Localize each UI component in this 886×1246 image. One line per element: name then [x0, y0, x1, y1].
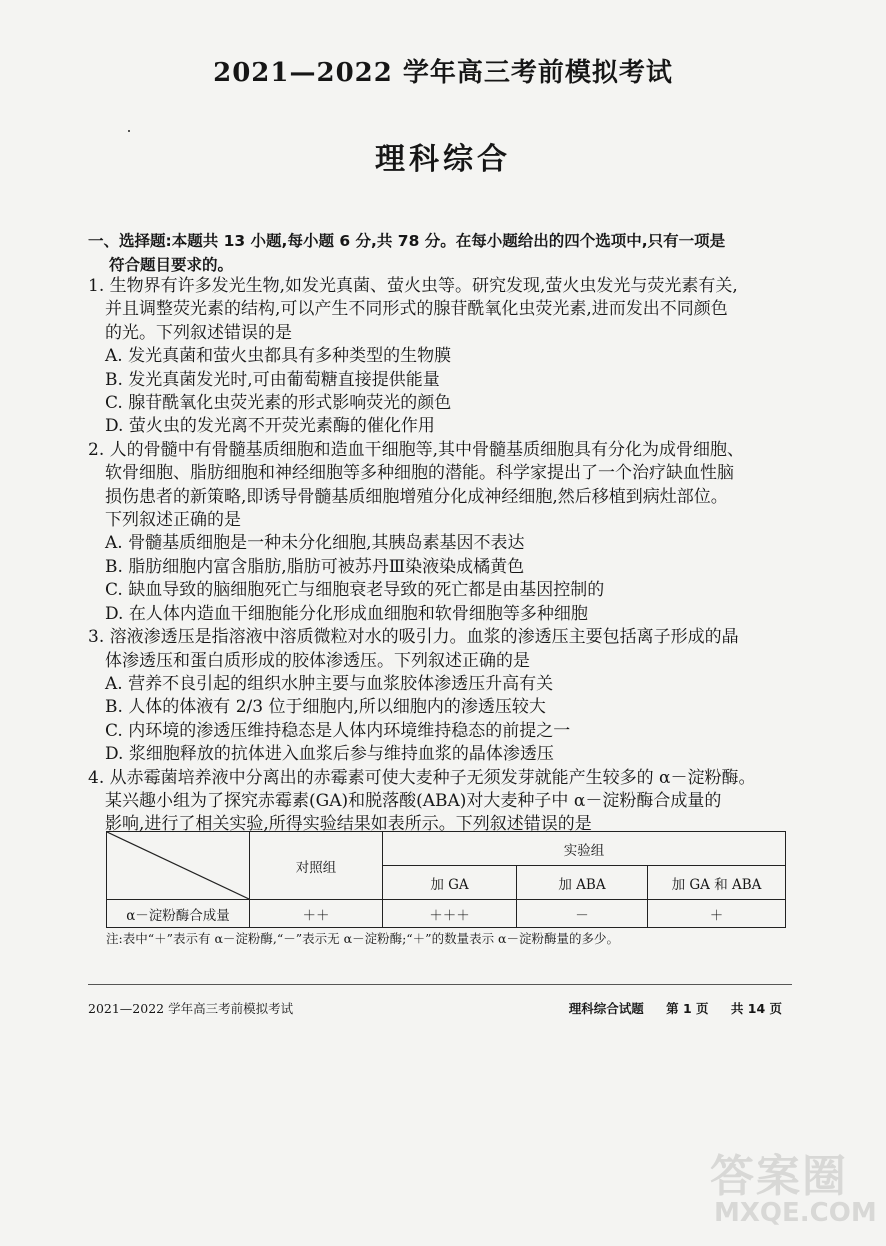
- option-d: D. 浆细胞释放的抗体进入血浆后参与维持血浆的晶体渗透压: [105, 744, 554, 765]
- stem-line: 2. 人的骨髓中有骨髓基质细胞和造血干细胞等,其中骨髓基质细胞具有分化为成骨细胞、: [88, 439, 745, 460]
- stem-line: 某兴趣小组为了探究赤霉素(GA)和脱落酸(ABA)对大麦种子中 α－淀粉酶合成量的: [105, 790, 722, 811]
- option-b: B. 脂肪细胞内富含脂肪,脂肪可被苏丹Ⅲ染液染成橘黄色: [105, 556, 525, 577]
- stem-line: 损伤患者的新策略,即诱导骨髓基质细胞增殖分化成神经细胞,然后移植到病灶部位。: [105, 486, 728, 507]
- option-c: C. 内环境的渗透压维持稳态是人体内环境维持稳态的前提之一: [105, 720, 571, 741]
- question-stem: [88, 626, 794, 673]
- footer-page-number: 第 1 页: [666, 1001, 709, 1016]
- option-c: C. 腺苷酰氧化虫荧光素的形式影响荧光的颜色: [105, 393, 452, 414]
- watermark-text: 答案圈: [710, 1151, 848, 1202]
- col-header-aba: 加 ABA: [517, 866, 648, 900]
- control-group-header: 对照组: [250, 832, 383, 900]
- question-list: [88, 275, 794, 837]
- subject-title: 理科综合: [375, 142, 511, 177]
- stem-line: 的光。下列叙述错误的是: [105, 322, 292, 343]
- option-b: B. 人体的体液有 2/3 位于细胞内,所以细胞内的渗透压较大: [105, 697, 546, 718]
- option-b: B. 发光真菌发光时,可由葡萄糖直接提供能量: [105, 369, 440, 390]
- stem-line: 体渗透压和蛋白质形成的胶体渗透压。下列叙述正确的是: [105, 650, 530, 671]
- col-header-ga-aba: 加 GA 和 ABA: [648, 866, 786, 900]
- section-instructions: [88, 229, 790, 277]
- footer-total-pages: 共 14 页: [730, 1001, 782, 1016]
- section-instructions-line1: 一、选择题:本题共 13 小题,每小题 6 分,共 78 分。在每小题给出的四个选项中,只有一项是: [88, 232, 726, 250]
- cell-aba: －: [517, 900, 648, 928]
- option-c: C. 缺血导致的脑细胞死亡与细胞衰老导致的死亡都是由基因控制的: [105, 580, 605, 601]
- cell-control: ＋＋: [250, 900, 383, 928]
- stem-line: 1. 生物界有许多发光生物,如发光真菌、萤火虫等。研究发现,萤火虫发光与荧光素有关,: [88, 276, 738, 296]
- exam-title: 2021—2022 学年高三考前模拟考试: [213, 58, 673, 88]
- col-header-ga: 加 GA: [383, 866, 517, 900]
- question-2: [88, 439, 794, 626]
- row-label: α－淀粉酶合成量: [107, 900, 250, 928]
- stem-line: 4. 从赤霉菌培养液中分离出的赤霉素可使大麦种子无须发芽就能产生较多的 α－淀粉酶。: [88, 767, 756, 788]
- footer-subject: 理科综合试题: [568, 1001, 644, 1016]
- stem-line: 3. 溶液渗透压是指溶液中溶质微粒对水的吸引力。血浆的渗透压主要包括离子形成的晶: [88, 627, 739, 648]
- stem-line: 影响,进行了相关实验,所得实验结果如表所示。下列叙述错误的是: [105, 814, 592, 835]
- question-1: [88, 275, 794, 439]
- cell-ga: ＋＋＋: [383, 900, 517, 928]
- option-a: A. 营养不良引起的组织水肿主要与血浆胶体渗透压升高有关: [105, 673, 554, 694]
- diagonal-header-cell: [107, 832, 250, 900]
- diagonal-line: [107, 832, 249, 899]
- footer-divider: [88, 984, 792, 985]
- footer-page-info: [551, 999, 782, 1017]
- footer-exam-name: 2021—2022 学年高三考前模拟考试: [88, 1001, 294, 1016]
- option-d: D. 在人体内造血干细胞能分化形成血细胞和软骨细胞等多种细胞: [105, 603, 588, 624]
- experiment-table: [106, 831, 786, 928]
- option-d: D. 萤火虫的发光离不开荧光素酶的催化作用: [105, 416, 435, 437]
- cell-ga-aba: ＋: [648, 900, 786, 928]
- stem-line: 下列叙述正确的是: [105, 510, 241, 531]
- question-3: [88, 626, 794, 766]
- experiment-group-header: 实验组: [383, 832, 786, 866]
- section-instructions-line2: 符合题目要求的。: [109, 256, 234, 274]
- table-note: 注:表中“＋”表示有 α－淀粉酶,“－”表示无 α－淀粉酶;“＋”的数量表示 α－淀粉酶量的多少。: [106, 931, 619, 946]
- watermark-url: MXQE.COM: [714, 1198, 877, 1228]
- stem-line: 软骨细胞、脂肪细胞和神经细胞等多种细胞的潜能。科学家提出了一个治疗缺血性脑: [105, 463, 734, 484]
- option-a: A. 骨髓基质细胞是一种未分化细胞,其胰岛素基因不表达: [105, 533, 525, 554]
- option-a: A. 发光真菌和萤火虫都具有多种类型的生物膜: [105, 346, 452, 367]
- question-stem: [88, 767, 794, 837]
- stem-line: 并且调整荧光素的结构,可以产生不同形式的腺苷酰氧化虫荧光素,进而发出不同颜色: [105, 299, 728, 320]
- scan-speck: [128, 130, 130, 132]
- question-stem: [88, 439, 794, 533]
- watermark-logo: [700, 1140, 876, 1236]
- question-stem: [88, 275, 794, 345]
- question-4: [88, 767, 794, 837]
